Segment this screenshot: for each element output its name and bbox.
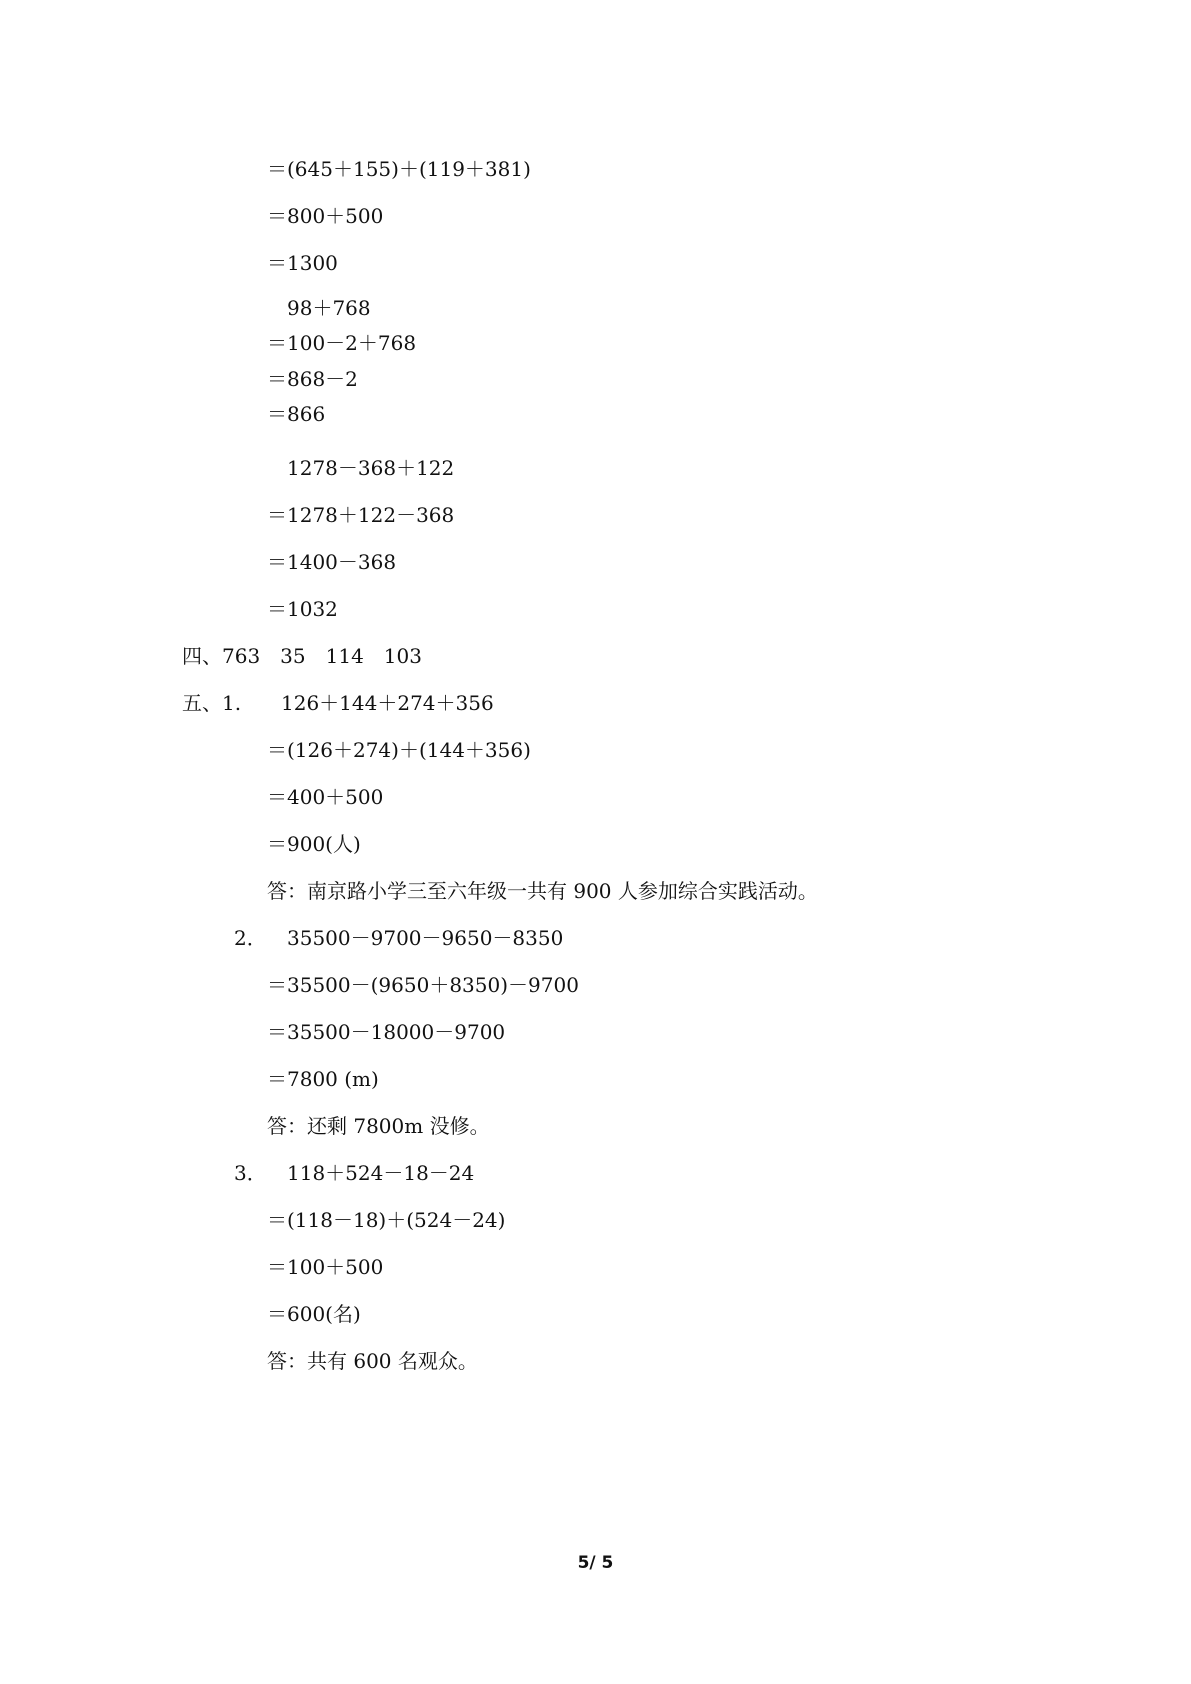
answer-sentence: 答：南京路小学三至六年级一共有 900 人参加综合实践活动。: [267, 879, 818, 903]
answer-sentence: 答：还剩 7800m 没修。: [267, 1114, 490, 1138]
calc-line: ＝35500－18000－9700: [267, 1020, 506, 1044]
calc-expression: 98＋768: [287, 296, 371, 320]
calc-line: ＝7800 (m): [267, 1067, 379, 1091]
calc-line: ＝400＋500: [267, 785, 384, 809]
section-five-label: 五、1.: [182, 691, 242, 715]
calc-line: ＝600(名): [267, 1302, 361, 1326]
calc-line: ＝800＋500: [267, 204, 384, 228]
calc-line: ＝1400－368: [267, 550, 397, 574]
calc-expression: 35500－9700－9650－8350: [287, 926, 564, 950]
calc-line: ＝(118－18)＋(524－24): [267, 1208, 506, 1232]
calc-line: ＝35500－(9650＋8350)－9700: [267, 973, 579, 997]
calc-line: ＝(126＋274)＋(144＋356): [267, 738, 531, 762]
section-four-answers: 四、763 35 114 103: [182, 644, 422, 668]
calc-line: ＝866: [267, 402, 326, 426]
problem-number: 2．: [234, 926, 267, 950]
calc-line: ＝100＋500: [267, 1255, 384, 1279]
calc-line: ＝900(人): [267, 832, 361, 856]
problem-number: 3．: [234, 1161, 267, 1185]
calc-line: ＝1278＋122－368: [267, 503, 455, 527]
calc-line: ＝868－2: [267, 367, 358, 391]
calc-line: ＝(645＋155)＋(119＋381): [267, 157, 531, 181]
calc-expression: 118＋524－18－24: [287, 1161, 475, 1185]
answer-sentence: 答：共有 600 名观众。: [267, 1349, 478, 1373]
calc-line: ＝100－2＋768: [267, 331, 417, 355]
calc-expression: 126＋144＋274＋356: [281, 691, 494, 715]
calc-line: ＝1300: [267, 251, 338, 275]
calc-line: ＝1032: [267, 597, 338, 621]
page-number: 5/ 5: [577, 1553, 614, 1573]
calc-expression: 1278－368＋122: [287, 456, 455, 480]
